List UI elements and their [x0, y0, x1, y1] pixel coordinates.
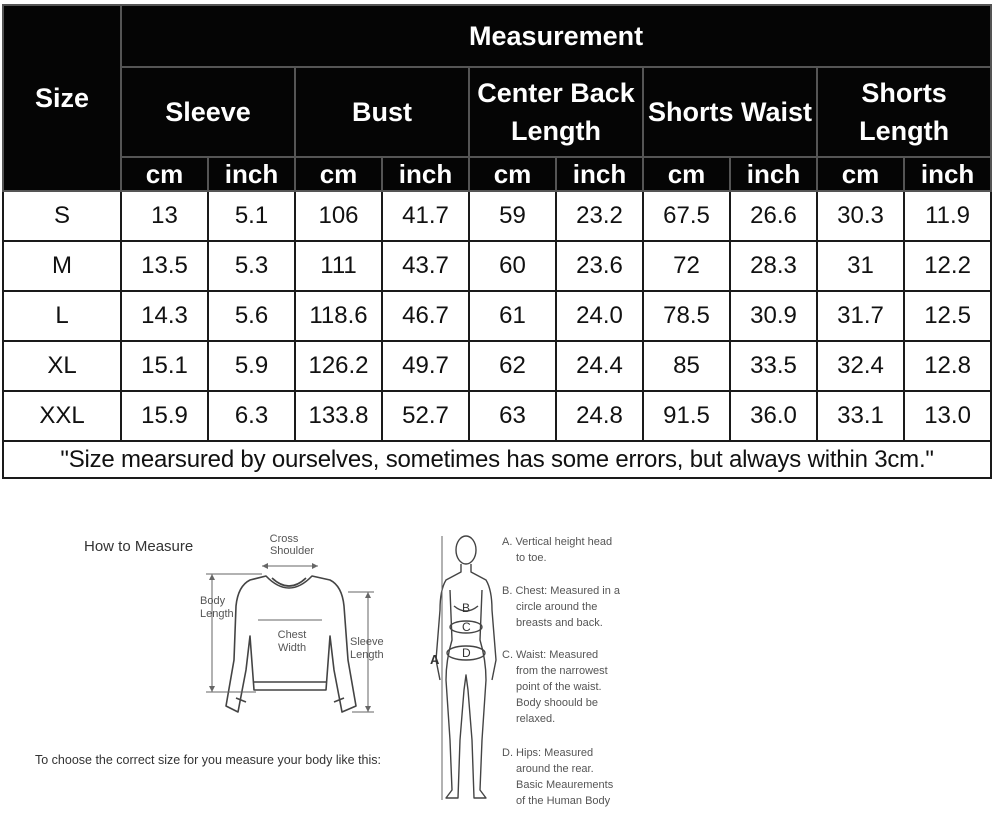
- column-group-label: Bust: [352, 97, 412, 127]
- size-chart-table: [2, 4, 992, 479]
- measure-note-line: from the narrowest: [516, 665, 608, 677]
- table-row: [3, 291, 991, 341]
- sleeve-length-label-2: Length: [350, 649, 384, 661]
- measure-note-line: relaxed.: [516, 713, 556, 725]
- table-cell: 33.5: [730, 341, 817, 391]
- body-length-label-1: Body: [200, 595, 226, 607]
- table-cell: 59: [469, 191, 556, 241]
- size-cell: XL: [3, 341, 121, 391]
- column-group-label: Length: [511, 116, 601, 146]
- table-cell: 13.5: [121, 241, 208, 291]
- unit-inch-header: inch: [208, 157, 295, 191]
- table-row: [3, 191, 991, 241]
- table-cell: 28.3: [730, 241, 817, 291]
- measure-instruction: To choose the correct size for you measure your body like this:: [35, 753, 381, 767]
- table-cell: 5.9: [208, 341, 295, 391]
- measure-note-line: of the Human Body: [516, 795, 611, 807]
- table-cell: 30.3: [817, 191, 904, 241]
- measurement-header: Measurement: [121, 5, 991, 67]
- table-row: [3, 391, 991, 441]
- table-cell: 23.6: [556, 241, 643, 291]
- measure-note-line: to toe.: [516, 552, 547, 564]
- body-figure: [436, 536, 496, 798]
- unit-inch-header: inch: [730, 157, 817, 191]
- table-cell: 5.6: [208, 291, 295, 341]
- measure-note-line: breasts and back.: [516, 617, 603, 629]
- table-cell: 49.7: [382, 341, 469, 391]
- chest-width-label-2: Width: [277, 642, 307, 654]
- column-group-label: Shorts Waist: [647, 97, 813, 127]
- table-cell: 41.7: [382, 191, 469, 241]
- measure-note-line: A. Vertical height head: [502, 536, 613, 548]
- measure-note-line: C. Waist: Measured: [502, 649, 599, 661]
- table-cell: 15.9: [121, 391, 208, 441]
- table-cell: 6.3: [208, 391, 295, 441]
- table-cell: 52.7: [382, 391, 469, 441]
- table-cell: 43.7: [382, 241, 469, 291]
- how-to-measure-title: How to Measure: [84, 538, 194, 555]
- size-header: Size: [3, 5, 121, 191]
- table-cell: 31.7: [817, 291, 904, 341]
- body-length-label-2: Length: [200, 608, 234, 620]
- table-row: [3, 241, 991, 291]
- column-group-label: Length: [859, 116, 950, 146]
- table-cell: 31: [817, 241, 904, 291]
- table-cell: 33.1: [817, 391, 904, 441]
- table-cell: 91.5: [643, 391, 730, 441]
- table-cell: 67.5: [643, 191, 730, 241]
- table-cell: 126.2: [295, 341, 382, 391]
- table-cell: 5.3: [208, 241, 295, 291]
- sleeve-length-label-1: Sleeve: [350, 636, 384, 648]
- table-cell: 13.0: [904, 391, 991, 441]
- table-cell: 60: [469, 241, 556, 291]
- table-cell: 24.4: [556, 341, 643, 391]
- measure-diagram: [0, 510, 1000, 819]
- table-cell: 12.5: [904, 291, 991, 341]
- table-cell: 32.4: [817, 341, 904, 391]
- column-group-label: Sleeve: [165, 97, 251, 127]
- table-cell: 85: [643, 341, 730, 391]
- table-cell: 26.6: [730, 191, 817, 241]
- letter-b-label: B: [462, 601, 471, 615]
- column-group-2: [469, 67, 643, 157]
- measure-note-line: B. Chest: Measured in a: [502, 585, 621, 597]
- measure-note-line: point of the waist.: [516, 681, 602, 693]
- measure-note-line: Basic Meaurements: [516, 779, 614, 791]
- measure-note-line: around the rear.: [516, 763, 594, 775]
- letter-d-label: D: [462, 646, 471, 660]
- table-cell: 12.8: [904, 341, 991, 391]
- table-cell: 78.5: [643, 291, 730, 341]
- column-group-4: [817, 67, 991, 157]
- table-cell: 23.2: [556, 191, 643, 241]
- unit-inch-header: inch: [382, 157, 469, 191]
- size-disclaimer-note: "Size mearsured by ourselves, sometimes has some errors, but always within 3cm.": [3, 441, 991, 478]
- column-group-0: [121, 67, 295, 157]
- table-cell: 61: [469, 291, 556, 341]
- table-cell: 5.1: [208, 191, 295, 241]
- column-group-label: Shorts: [861, 78, 947, 108]
- table-cell: 13: [121, 191, 208, 241]
- cross-shoulder-label-2: Shoulder: [269, 545, 315, 557]
- table-cell: 118.6: [295, 291, 382, 341]
- unit-cm-header: cm: [121, 157, 208, 191]
- table-cell: 12.2: [904, 241, 991, 291]
- size-cell: L: [3, 291, 121, 341]
- measure-note-line: Body shoould be: [516, 697, 598, 709]
- how-to-measure-guide: [0, 510, 1000, 819]
- table-cell: 30.9: [730, 291, 817, 341]
- size-cell: S: [3, 191, 121, 241]
- table-cell: 15.1: [121, 341, 208, 391]
- table-cell: 63: [469, 391, 556, 441]
- unit-cm-header: cm: [469, 157, 556, 191]
- table-cell: 24.8: [556, 391, 643, 441]
- table-row: [3, 341, 991, 391]
- table-cell: 24.0: [556, 291, 643, 341]
- unit-inch-header: inch: [556, 157, 643, 191]
- unit-cm-header: cm: [817, 157, 904, 191]
- unit-cm-header: cm: [643, 157, 730, 191]
- column-group-3: [643, 67, 817, 157]
- measure-note-line: D. Hips: Measured: [502, 747, 594, 759]
- table-cell: 11.9: [904, 191, 991, 241]
- column-group-1: [295, 67, 469, 157]
- column-group-label: Center Back: [477, 78, 635, 108]
- table-cell: 72: [643, 241, 730, 291]
- cross-shoulder-label-1: Cross: [269, 533, 299, 545]
- table-cell: 46.7: [382, 291, 469, 341]
- unit-inch-header: inch: [904, 157, 991, 191]
- table-cell: 111: [295, 241, 382, 291]
- measure-notes: [502, 536, 621, 807]
- size-cell: M: [3, 241, 121, 291]
- table-cell: 106: [295, 191, 382, 241]
- table-cell: 36.0: [730, 391, 817, 441]
- letter-c-label: C: [462, 620, 471, 634]
- table-cell: 133.8: [295, 391, 382, 441]
- size-cell: XXL: [3, 391, 121, 441]
- measure-note-line: circle around the: [516, 601, 598, 613]
- unit-cm-header: cm: [295, 157, 382, 191]
- table-cell: 14.3: [121, 291, 208, 341]
- chest-width-label-1: Chest: [277, 629, 307, 641]
- table-cell: 62: [469, 341, 556, 391]
- letter-a-label: A: [430, 652, 440, 667]
